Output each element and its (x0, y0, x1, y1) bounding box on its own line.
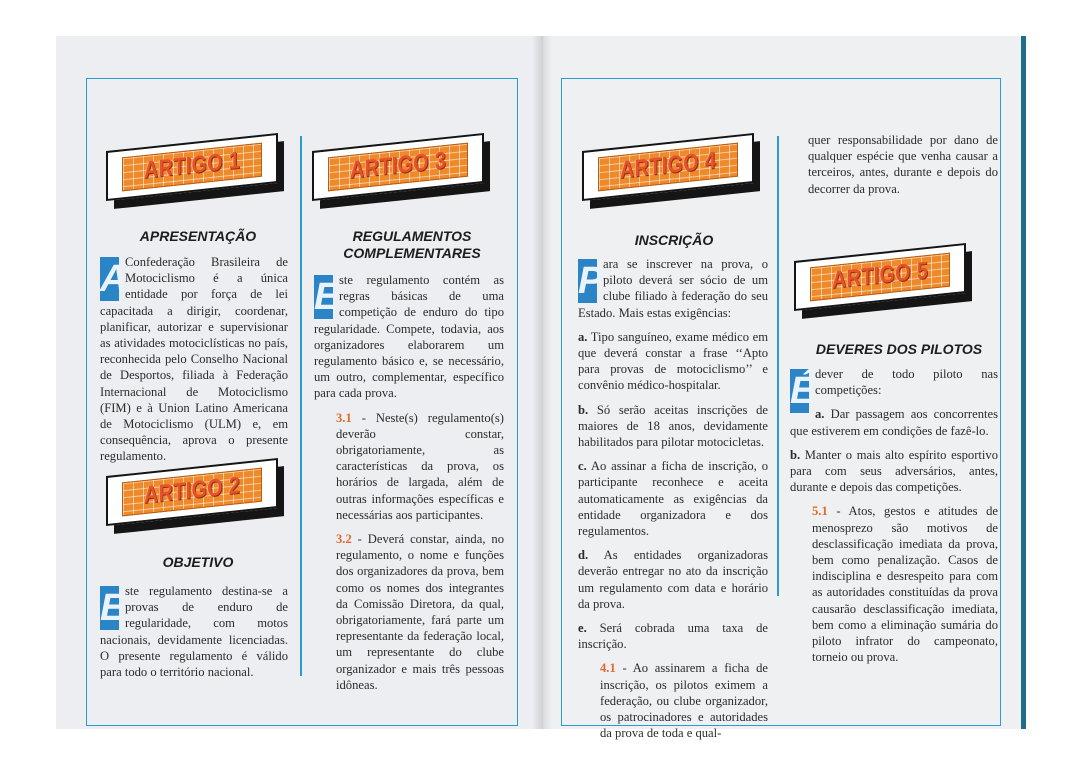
dropcap-e: E (100, 587, 126, 629)
item-c-label: c. (578, 459, 587, 474)
duty-a-label: a. (815, 407, 825, 422)
item-5-1-text: - Atos, gestos e atitudes de menosprezo são motivos de desclassificação imediata da prova, bem como penalização. Casos de indisciplina e desrespeito para com as autoridades constituídas da prova causarão desclassificação imediata, bem como a eliminação sumária do piloto infrator do campeonato, torneio ou prova. (812, 504, 998, 665)
duty-a-text: Dar passagem aos concorrentes que estiverem em condições de fazê-lo. (790, 407, 998, 438)
heading-inscricao: INSCRIÇÃO (634, 232, 714, 248)
dropcap-e: E (314, 276, 340, 318)
page-gutter (532, 36, 552, 729)
article-3-paragraph: ste regulamento contém as regras básicas de uma competição de enduro do tipo regularidade. Compete, todavia, aos organizadores elaborarem um regulamento básico e, se necessário, um outro, complementar, específico para cada prova. (314, 273, 504, 401)
artigo-5-badge (794, 246, 974, 314)
article-3-text (314, 272, 504, 701)
heading-regulamentos-complementares: REGULAMENTOS COMPLEMENTARES (343, 228, 481, 261)
article-2-paragraph: ste regulamento destina-se a provas de enduro de regularidade, com motos nacionais, devidamente licenciadas. O presente regulamento é válido para todo o território nacional. (100, 584, 288, 680)
article-1-text (100, 254, 288, 473)
duty-b-text: Manter o mais alto espírito esportivo para com seus adversários, antes, durante e depois das competições. (790, 447, 998, 495)
article-2-text (100, 583, 288, 688)
item-5-1-number: 5.1 (812, 504, 828, 519)
artigo-3-label: ARTIGO 3 (349, 146, 447, 185)
item-c-text: Ao assinar a ficha de inscrição, o participante reconhece e aceita automaticamente as exigências da entidade organizadora e dos regulamentos. (578, 459, 768, 539)
booklet-spread (56, 36, 1026, 741)
item-3-2-number: 3.2 (336, 532, 352, 547)
article-4-continuation (808, 132, 998, 205)
artigo-2-label: ARTIGO 2 (143, 471, 241, 510)
item-d-text: As entidades organizadoras deverão entregar no ato da inscrição um regulamento com data e horário da prova. (578, 548, 768, 611)
dropcap-e-acute: É (790, 370, 816, 412)
heading-objetivo: OBJETIVO (162, 554, 234, 570)
artigo-2-badge (106, 461, 286, 529)
item-b-text: Só serão aceitas inscrições de maiores de 18 anos, devidamente habilitados para pilotar motocicletas. (578, 402, 768, 450)
item-a-label: a. (578, 329, 588, 344)
artigo-3-badge (312, 136, 492, 204)
duty-b-label: b. (790, 447, 801, 462)
item-a-text: Tipo sanguíneo, exame médico em que deverá constar a frase ‘‘Apto para provas de motociclismo’’ e convênio médico-hospitalar. (578, 329, 768, 393)
dropcap-p: P (578, 260, 604, 302)
item-4-1-text: - Ao assinarem a ficha de inscrição, os pilotos eximem a federação, ou clube organizador, os patrocinadores e autoridades da prova de toda e qual- (600, 661, 768, 741)
artigo-1-badge (106, 136, 286, 204)
left-column-divider (300, 136, 302, 676)
item-3-1-number: 3.1 (336, 410, 352, 425)
artigo-5-label: ARTIGO 5 (831, 256, 929, 295)
continuation-paragraph: quer responsabilidade por dano de qualquer espécie que venha causar a terceiros, antes, durante e depois do decorrer da prova. (808, 133, 998, 196)
artigo-4-label: ARTIGO 4 (619, 146, 717, 185)
artigo-4-badge (582, 136, 762, 204)
dropcap-a: A (100, 258, 128, 300)
item-b-label: b. (578, 402, 589, 417)
cover-edge (1021, 36, 1026, 729)
article-5-paragraph: dever de todo piloto nas competições: (815, 367, 998, 398)
article-1-paragraph: Confederação Brasileira de Motociclismo é a única entidade por força de lei capacitada a dirigir, coordenar, planificar, autorizar e supervisionar as atividades motociclísticas no país, reconhecida pelo Conselho Nacional de Desportos, filiada à Federação Internacional de Motociclismo (FIM) e à Union Latino Americana de Motociclismo (ULM) e, em consequência, aprova o presente regulamento. (100, 255, 288, 464)
item-d-label: d. (578, 548, 589, 563)
heading-apresentacao: APRESENTAÇÃO (139, 228, 257, 244)
right-column-divider (777, 136, 779, 596)
item-4-1-number: 4.1 (600, 661, 616, 676)
heading-deveres-dos-pilotos: DEVERES DOS PILOTOS (815, 341, 983, 357)
artigo-1-label: ARTIGO 1 (143, 146, 241, 185)
article-5-text (790, 366, 998, 673)
item-e-label: e. (578, 621, 587, 636)
article-4-text (578, 256, 768, 749)
item-3-2-text: - Deverá constar, ainda, no regulamento, o nome e funções dos organizadores da prova, bem como os nomes dos integrantes da Comissão Diretora, da qual, obrigatoriamente, fará parte um representante da federação local, um representante do clube organizador e mais três pessoas idôneas. (336, 532, 504, 692)
article-4-paragraph: ara se inscrever na prova, o piloto deverá ser sócio de um clube filiado à federação do seu Estado. Mais estas exigências: (578, 257, 768, 320)
item-3-1-text: - Neste(s) regulamento(s) deverão constar, obrigatoriamente, as características da prova, os horários de largada, além de outras informações específicas e necessárias aos participantes. (336, 410, 504, 522)
item-e-text: Será cobrada uma taxa de inscrição. (578, 621, 768, 652)
